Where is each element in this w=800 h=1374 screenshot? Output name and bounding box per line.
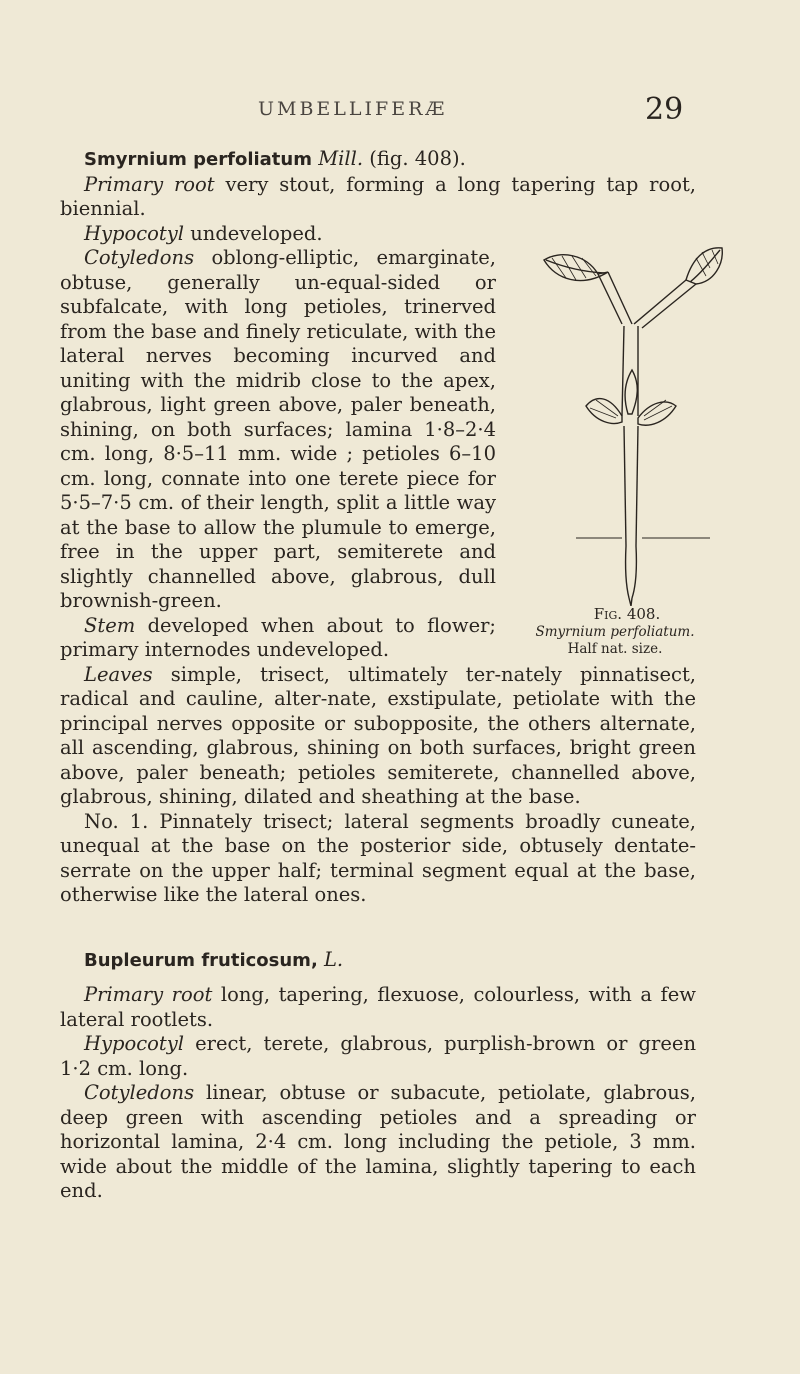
leaf-no1-label: No. 1. <box>84 809 149 833</box>
b-primary-root-label: Primary root <box>84 983 213 1006</box>
cotyledons-label: Cotyledons <box>84 246 195 269</box>
leaf-no1-paragraph <box>60 810 696 908</box>
b-primary-root-text: long, tapering, flexuose, colourless, with a few lateral rootlets. <box>60 983 696 1031</box>
b-primary-root-paragraph <box>60 983 696 1032</box>
species-name: Smyrnium perfoliatum <box>84 149 312 170</box>
page-number: 29 <box>645 92 684 127</box>
figure-scale: Half nat. size. <box>567 641 663 657</box>
b-hypocotyl-paragraph <box>60 1032 696 1081</box>
figure-number: Fig. 408. <box>593 605 661 623</box>
b-cotyledons-text: linear, obtuse or subacute, petiolate, glabrous, deep green with ascending petioles and a spreading or horizontal lamina, 2·4 cm. long including the petiole, 3 mm. wide about the middle of the lamina, slightly tapering to each end. <box>60 1081 697 1202</box>
hypocotyl-text: undeveloped. <box>190 221 323 245</box>
hypocotyl-paragraph <box>60 222 696 247</box>
b-hypocotyl-label: Hypocotyl <box>84 1032 184 1055</box>
leaves-text: simple, trisect, ultimately ter-nately pinnatisect, radical and cauline, alter-nate, exstipulate, petiolate with the principal nerves opposite or subopposite, the others alternate, all ascending, glabrous, shining on both surfaces, bright green above, paler beneath; petioles semiterete, channelled above, glabrous, shining, dilated and sheathing at the base. <box>60 662 696 808</box>
figure-408 <box>506 246 724 657</box>
cotyledons-text: oblong-elliptic, emarginate, obtuse, generally un-equal-sided or subfalcate, with long petioles, trinerved from the base and finely reticulate, with the lateral nerves becoming incurved and uniting with the midrib close to the apex, glabrous, light green above, paler beneath, shining, on both surfaces; lamina 1·8–2·4 cm. long, 8·5–11 mm. wide ; petioles 6–10 cm. long, connate into one terete piece for 5·5–7·5 cm. of their length, split a little way at the base to allow the plumule to emerge, free in the upper part, semiterete and slightly channelled above, glabrous, dull brownish-green. <box>60 246 496 612</box>
stem-label: Stem <box>84 613 136 637</box>
b-hypocotyl-text: erect, terete, glabrous, purplish-brown or green 1·2 cm. long. <box>60 1032 697 1080</box>
smyrnium-section <box>60 147 696 1204</box>
primary-root-text: very stout, forming a long tapering tap root, biennial. <box>60 172 696 220</box>
smyrnium-heading <box>60 147 696 173</box>
b-cotyledons-label: Cotyledons <box>84 1081 195 1104</box>
b-cotyledons-paragraph <box>60 1081 696 1204</box>
hypocotyl-label: Hypocotyl <box>84 221 184 245</box>
leaves-paragraph <box>60 663 696 810</box>
species2-name: Bupleurum fruticosum, <box>84 949 318 971</box>
stem-text: developed when about to flower; primary internodes undeveloped. <box>60 613 496 661</box>
figure-species: Smyrnium perfoliatum. <box>535 624 695 640</box>
figure-reference: (fig. 408). <box>369 147 466 170</box>
primary-root-label: Primary root <box>84 172 215 196</box>
species2-authority: L. <box>323 947 344 971</box>
leaf-no1-text: Pinnately trisect; lateral segments broadly cuneate, unequal at the base on the posterior side, obtusely dentate-serrate on the upper half; terminal segment equal at the base, otherwise like the lateral ones. <box>60 809 697 906</box>
running-title: UMBELLIFERÆ <box>258 98 448 120</box>
seedling-illustration <box>526 246 736 606</box>
section-gap <box>60 908 696 948</box>
bupleurum-heading <box>60 948 696 974</box>
leaves-label: Leaves <box>84 662 153 686</box>
species-authority: Mill. <box>318 147 364 170</box>
running-head <box>0 92 800 132</box>
primary-root-paragraph <box>60 173 696 222</box>
figure-caption <box>500 606 730 658</box>
